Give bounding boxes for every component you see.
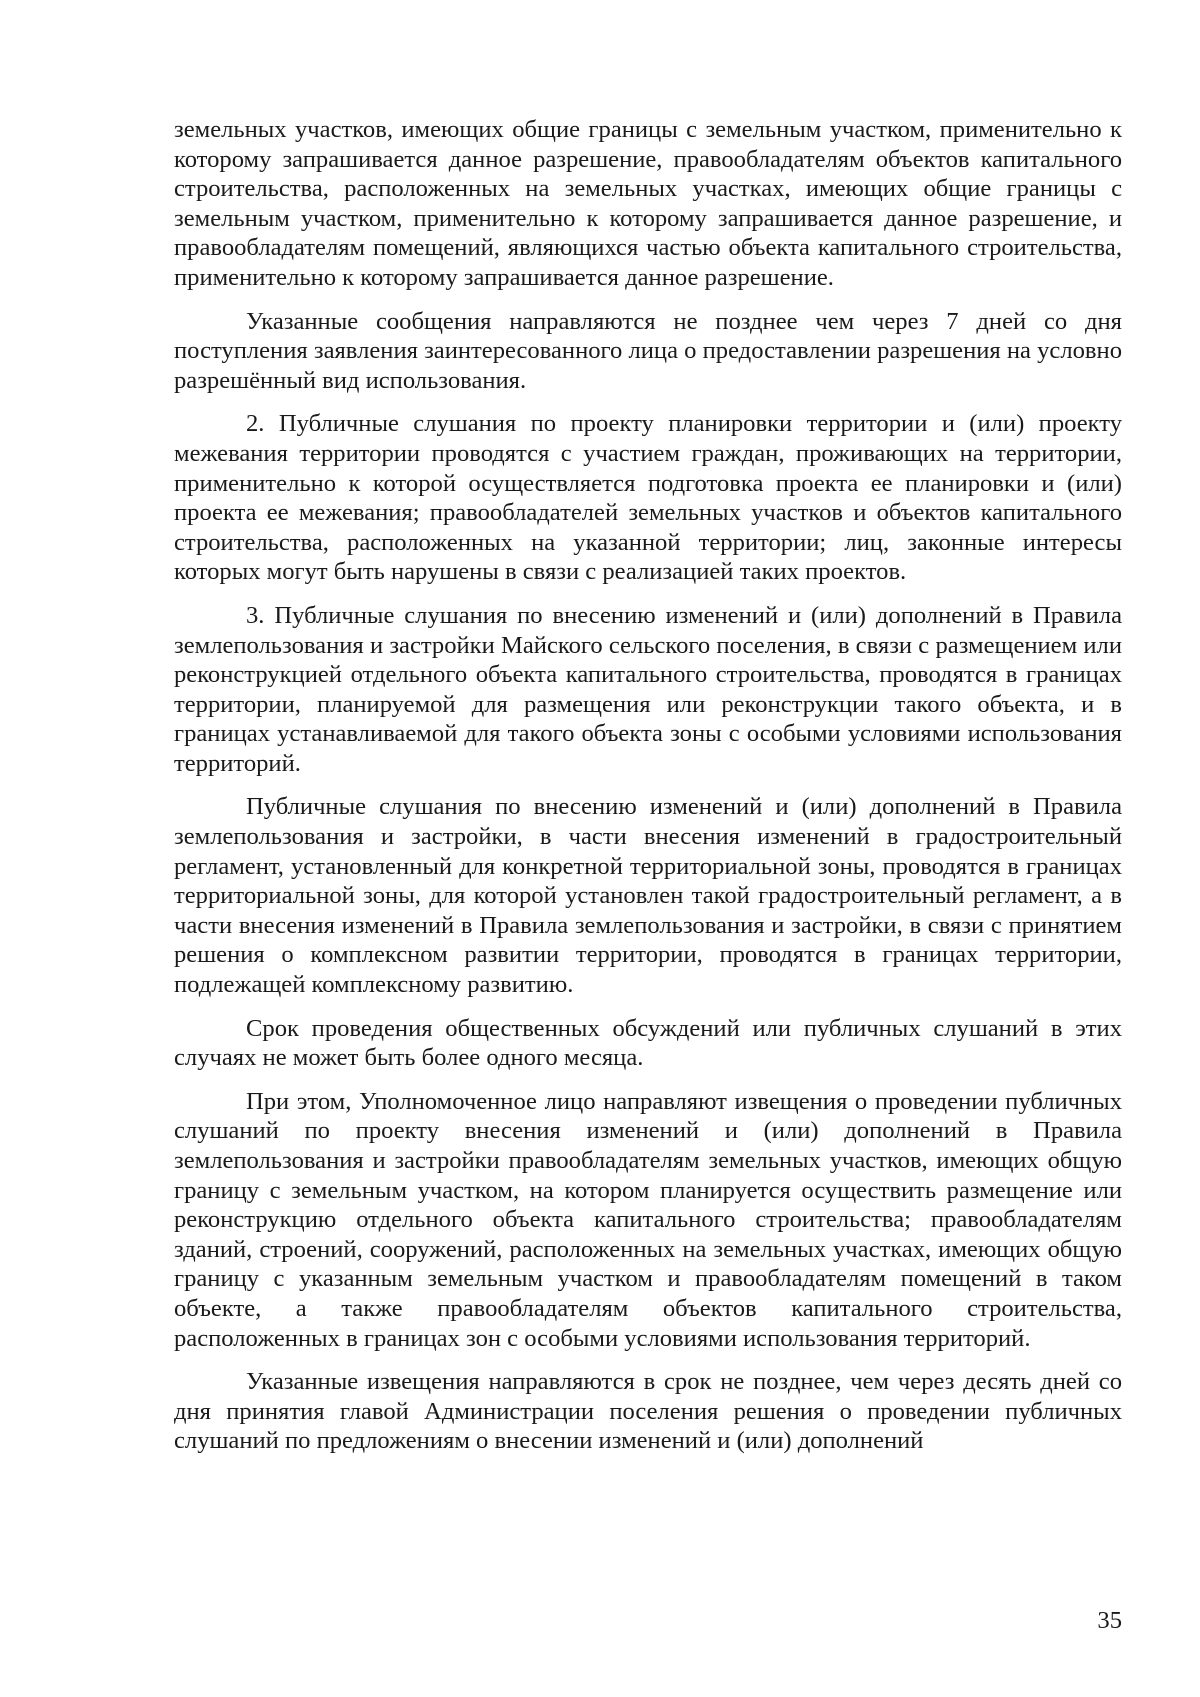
paragraph-notice-deadline: Указанные извещения направляются в срок не позднее, чем через десять дней со дня принятия главой Администрации поселения решения о проведении публичных слушаний по предложениям о внесении изменений и (или) дополнений xyxy=(174,1368,1122,1455)
page-number: 35 xyxy=(1097,1607,1122,1634)
paragraph-notification-deadline: Указанные сообщения направляются не позднее чем через 7 дней со дня поступления заявления заинтересованного лица о предоставлении разрешения на условно разрешённый вид использования. xyxy=(174,307,1122,394)
paragraph-duration: Срок проведения общественных обсуждений или публичных слушаний в этих случаях не может быть более одного месяца. xyxy=(174,1014,1122,1072)
paragraph-item-3: 3. Публичные слушания по внесению изменений и (или) дополнений в Правила землепользования и застройки Майского сельского поселения, в связи с размещением или реконструкцией отдельного объекта капитального строительства, проводятся в границах территории, планируемой для размещения или реконструкции такого объекта, и в границах устанавливаемой для такого объекта зоны с особыми условиями использования территорий. xyxy=(174,601,1122,777)
paragraph-zoning-changes: Публичные слушания по внесению изменений и (или) дополнений в Правила землепользования и застройки, в части внесения изменений в градостроительный регламент, установленный для конкретной территориальной зоны, проводятся в границах территориальной зоны, для которой установлен такой градостроительный регламент, а в части внесения изменений в Правила землепользования и застройки, в связи с принятием решения о комплексном развитии территории, проводятся в границах территории, подлежащей комплексному развитию. xyxy=(174,793,1122,999)
paragraph-continuation: земельных участков, имеющих общие границы с земельным участком, применительно к которому запрашивается данное разрешение, правообладателям объектов капитального строительства, расположенных на земельных участках, имеющих общие границы с земельным участком, применительно к которому запрашивается данное разрешение, и правообладателям помещений, являющихся частью объекта капитального строительства, применительно к которому запрашивается данное разрешение. xyxy=(174,116,1122,291)
paragraph-item-2: 2. Публичные слушания по проекту планировки территории и (или) проекту межевания территории проводятся с участием граждан, проживающих на территории, применительно к которой осуществляется подготовка проекта ее планировки и (или) проекта ее межевания; правообладателей земельных участков и объектов капитального строительства, расположенных на указанной территории; лиц, законные интересы которых могут быть нарушены в связи с реализацией таких проектов. xyxy=(174,410,1122,586)
document-body xyxy=(174,115,1122,1470)
paragraph-notices: При этом, Уполномоченное лицо направляют извещения о проведении публичных слушаний по проекту внесения изменений и (или) дополнений в Правила землепользования и застройки правообладателям земельных участков, имеющих общую границу с земельным участком, на котором планируется осуществить размещение или реконструкцию отдельного объекта капитального строительства; правообладателям зданий, строений, сооружений, расположенных на земельных участках, имеющих общую границу с указанным земельным участком и правообладателям помещений в таком объекте, а также правообладателям объектов капитального строительства, расположенных в границах зон с особыми условиями использования территорий. xyxy=(174,1087,1122,1352)
